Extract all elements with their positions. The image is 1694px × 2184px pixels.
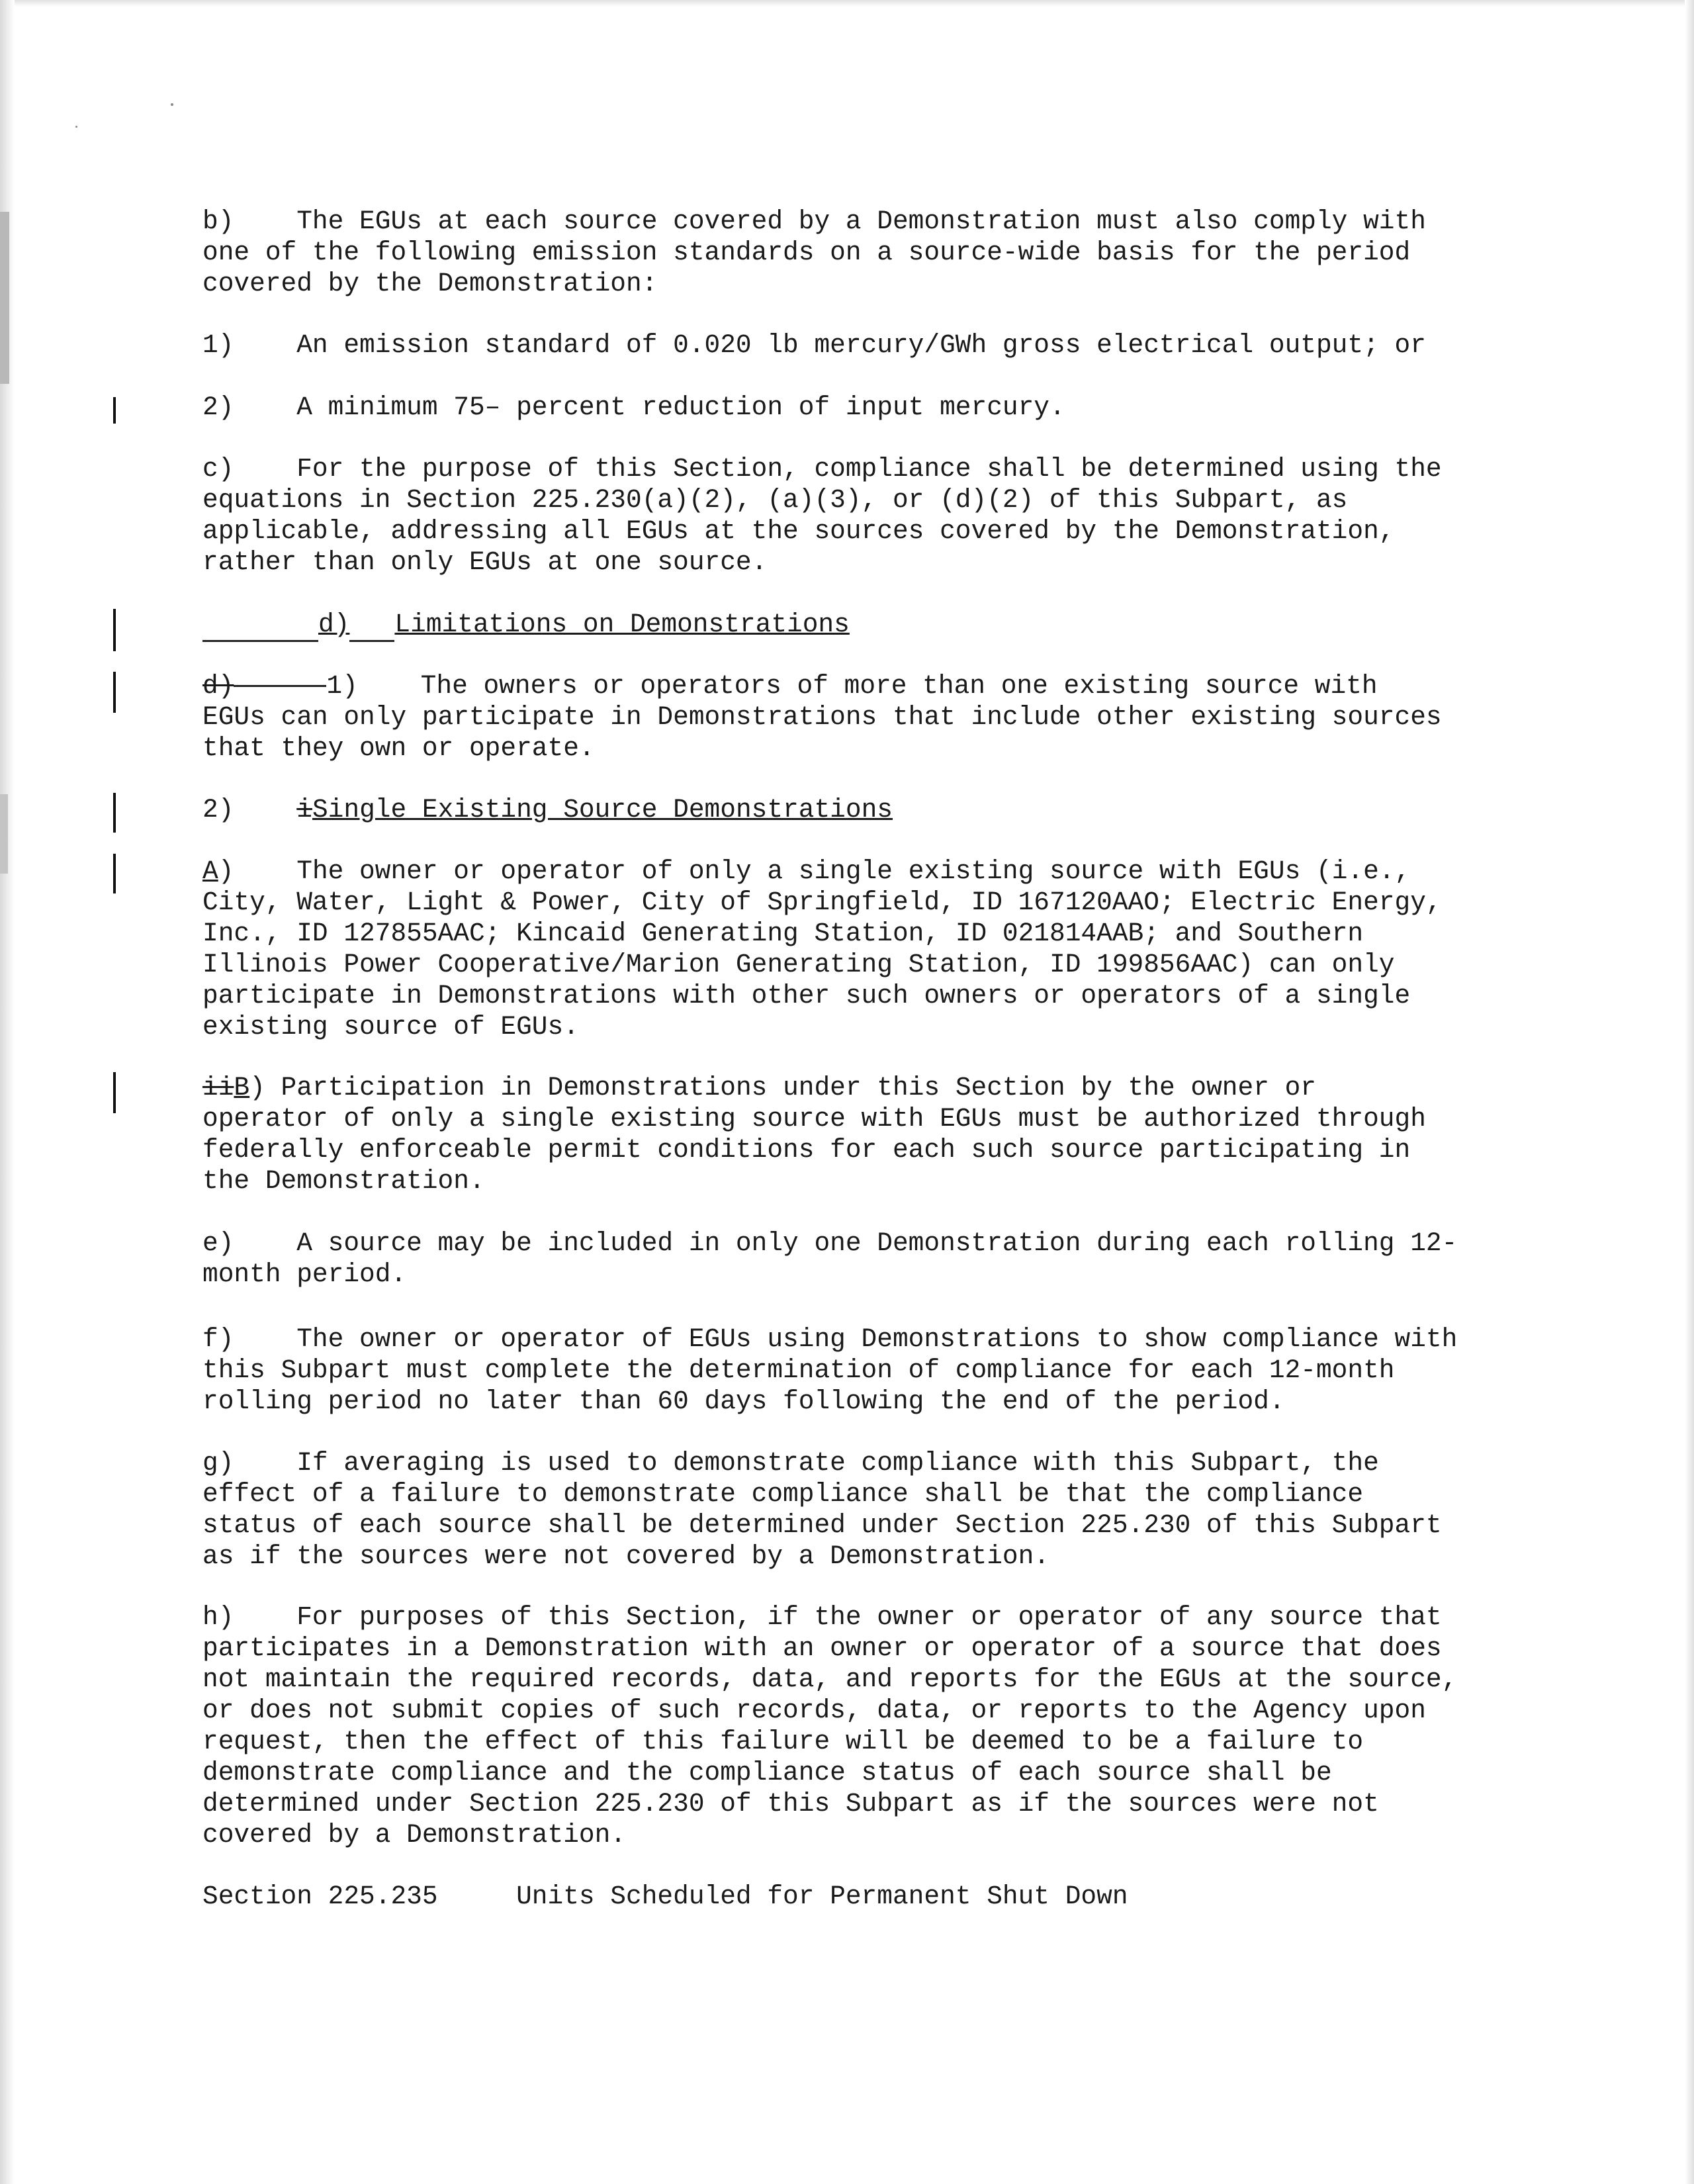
change-bar xyxy=(113,397,116,424)
subsection-d-heading xyxy=(202,609,1539,642)
section-heading: Section 225.235 Units Scheduled for Permanent Shut Down xyxy=(202,1882,1128,1911)
scan-speck xyxy=(75,126,77,128)
scan-edge-right xyxy=(1685,0,1694,2184)
paragraph-g: g) If averaging is used to demonstrate compliance with this Subpart, the effect of a failure to demonstrate compliance shall be that the compliance status of each source shall be determined under Section 225.230 of this Subpart as if the sources were not covered by a Demonstration. xyxy=(202,1448,1442,1571)
change-bar xyxy=(113,609,116,651)
paragraph-b1: 1) An emission standard of 0.020 lb mercury/GWh gross electrical output; or xyxy=(202,330,1426,360)
deleted-text: d) xyxy=(202,671,234,701)
paragraph-d2-title: Single Existing Source Demonstrations xyxy=(312,795,893,825)
paragraph-b2: 2) A minimum 75– percent reduction of input mercury. xyxy=(202,392,1065,422)
change-bar xyxy=(113,672,116,713)
paragraph-d1-text: The owners or operators of more than one existing source with EGUs can only participate in Demonstrations that include other existing sources that they own or operate. xyxy=(202,671,1442,763)
scan-speck xyxy=(171,103,173,106)
scan-edge-top xyxy=(0,0,1694,7)
inserted-text: A xyxy=(202,856,218,886)
change-bar xyxy=(113,854,116,893)
paragraph-dB-text: ) Participation in Demonstrations under this Section by the owner or operator of only a single existing source with EGUs must be authorized through federally enforceable permit conditions for each such source participating in the Demonstration. xyxy=(202,1073,1426,1196)
paragraph-d1 xyxy=(202,670,1539,764)
paragraph-d2-label: 2) xyxy=(202,795,297,825)
paragraph-c: c) For the purpose of this Section, compliance shall be determined using the equations in Section 225.230(a)(2), (a)(3), or (d)(2) of this Subpart, as applicable, addressing all EGUs at the sources covered by the Demonstration, rather than only EGUs at one source. xyxy=(202,454,1442,577)
deleted-text: ii xyxy=(202,1073,234,1103)
underline-leader xyxy=(349,609,394,642)
scan-edge-left-shadow xyxy=(0,212,9,384)
paragraph-dB xyxy=(202,1072,1539,1197)
change-bar xyxy=(113,1072,116,1113)
underline-leader xyxy=(202,609,318,642)
paragraph-e: e) A source may be included in only one Demonstration during each rolling 12- month period. xyxy=(202,1228,1458,1289)
subsection-d-label: d) xyxy=(318,610,350,639)
paragraph-d1-label: 1) xyxy=(326,671,358,701)
paragraph-dA-text: ) The owner or operator of only a single existing source with EGUs (i.e., City, Water, Light & Power, City of Springfield, ID 167120AAO; Electric Energy, Inc., ID 127855AAC; Kincaid Generating Station, ID 021814AAB; and Southern Illinois Power Cooperative/Marion Generating Station, ID 199856AAC) can only participate in Demonstrations with other such owners or operators of a single existing source of EGUs. xyxy=(202,856,1442,1042)
scan-edge-left-shadow-lower xyxy=(0,794,8,874)
paragraph-h: h) For purposes of this Section, if the owner or operator of any source that participates in a Demonstration with an owner or operator of a source that does not maintain the required records, data, and reports for the EGUs at the source, or does not submit copies of such records, data, or reports to the Agency upon request, then the effect of this failure will be deemed to be a failure to demonstrate compliance and the compliance status of each source shall be determined under Section 225.230 of this Subpart as if the sources were not covered by a Demonstration. xyxy=(202,1602,1458,1850)
change-bar xyxy=(113,793,116,833)
paragraph-b: b) The EGUs at each source covered by a Demonstration must also comply with one of the following emission standards on a source-wide basis for the period covered by the Demonstration: xyxy=(202,206,1426,298)
subsection-d-title: Limitations on Demonstrations xyxy=(394,610,850,639)
deleted-text: i xyxy=(296,795,312,825)
paragraph-d2-heading xyxy=(202,794,1539,825)
deletion-line xyxy=(234,685,326,687)
inserted-text: B xyxy=(234,1073,250,1103)
paragraph-dA xyxy=(202,856,1539,1042)
paragraph-f: f) The owner or operator of EGUs using Demonstrations to show compliance with this Subpart must complete the determination of compliance for each 12-month rolling period no later than 60 days following the end of the period. xyxy=(202,1324,1458,1416)
